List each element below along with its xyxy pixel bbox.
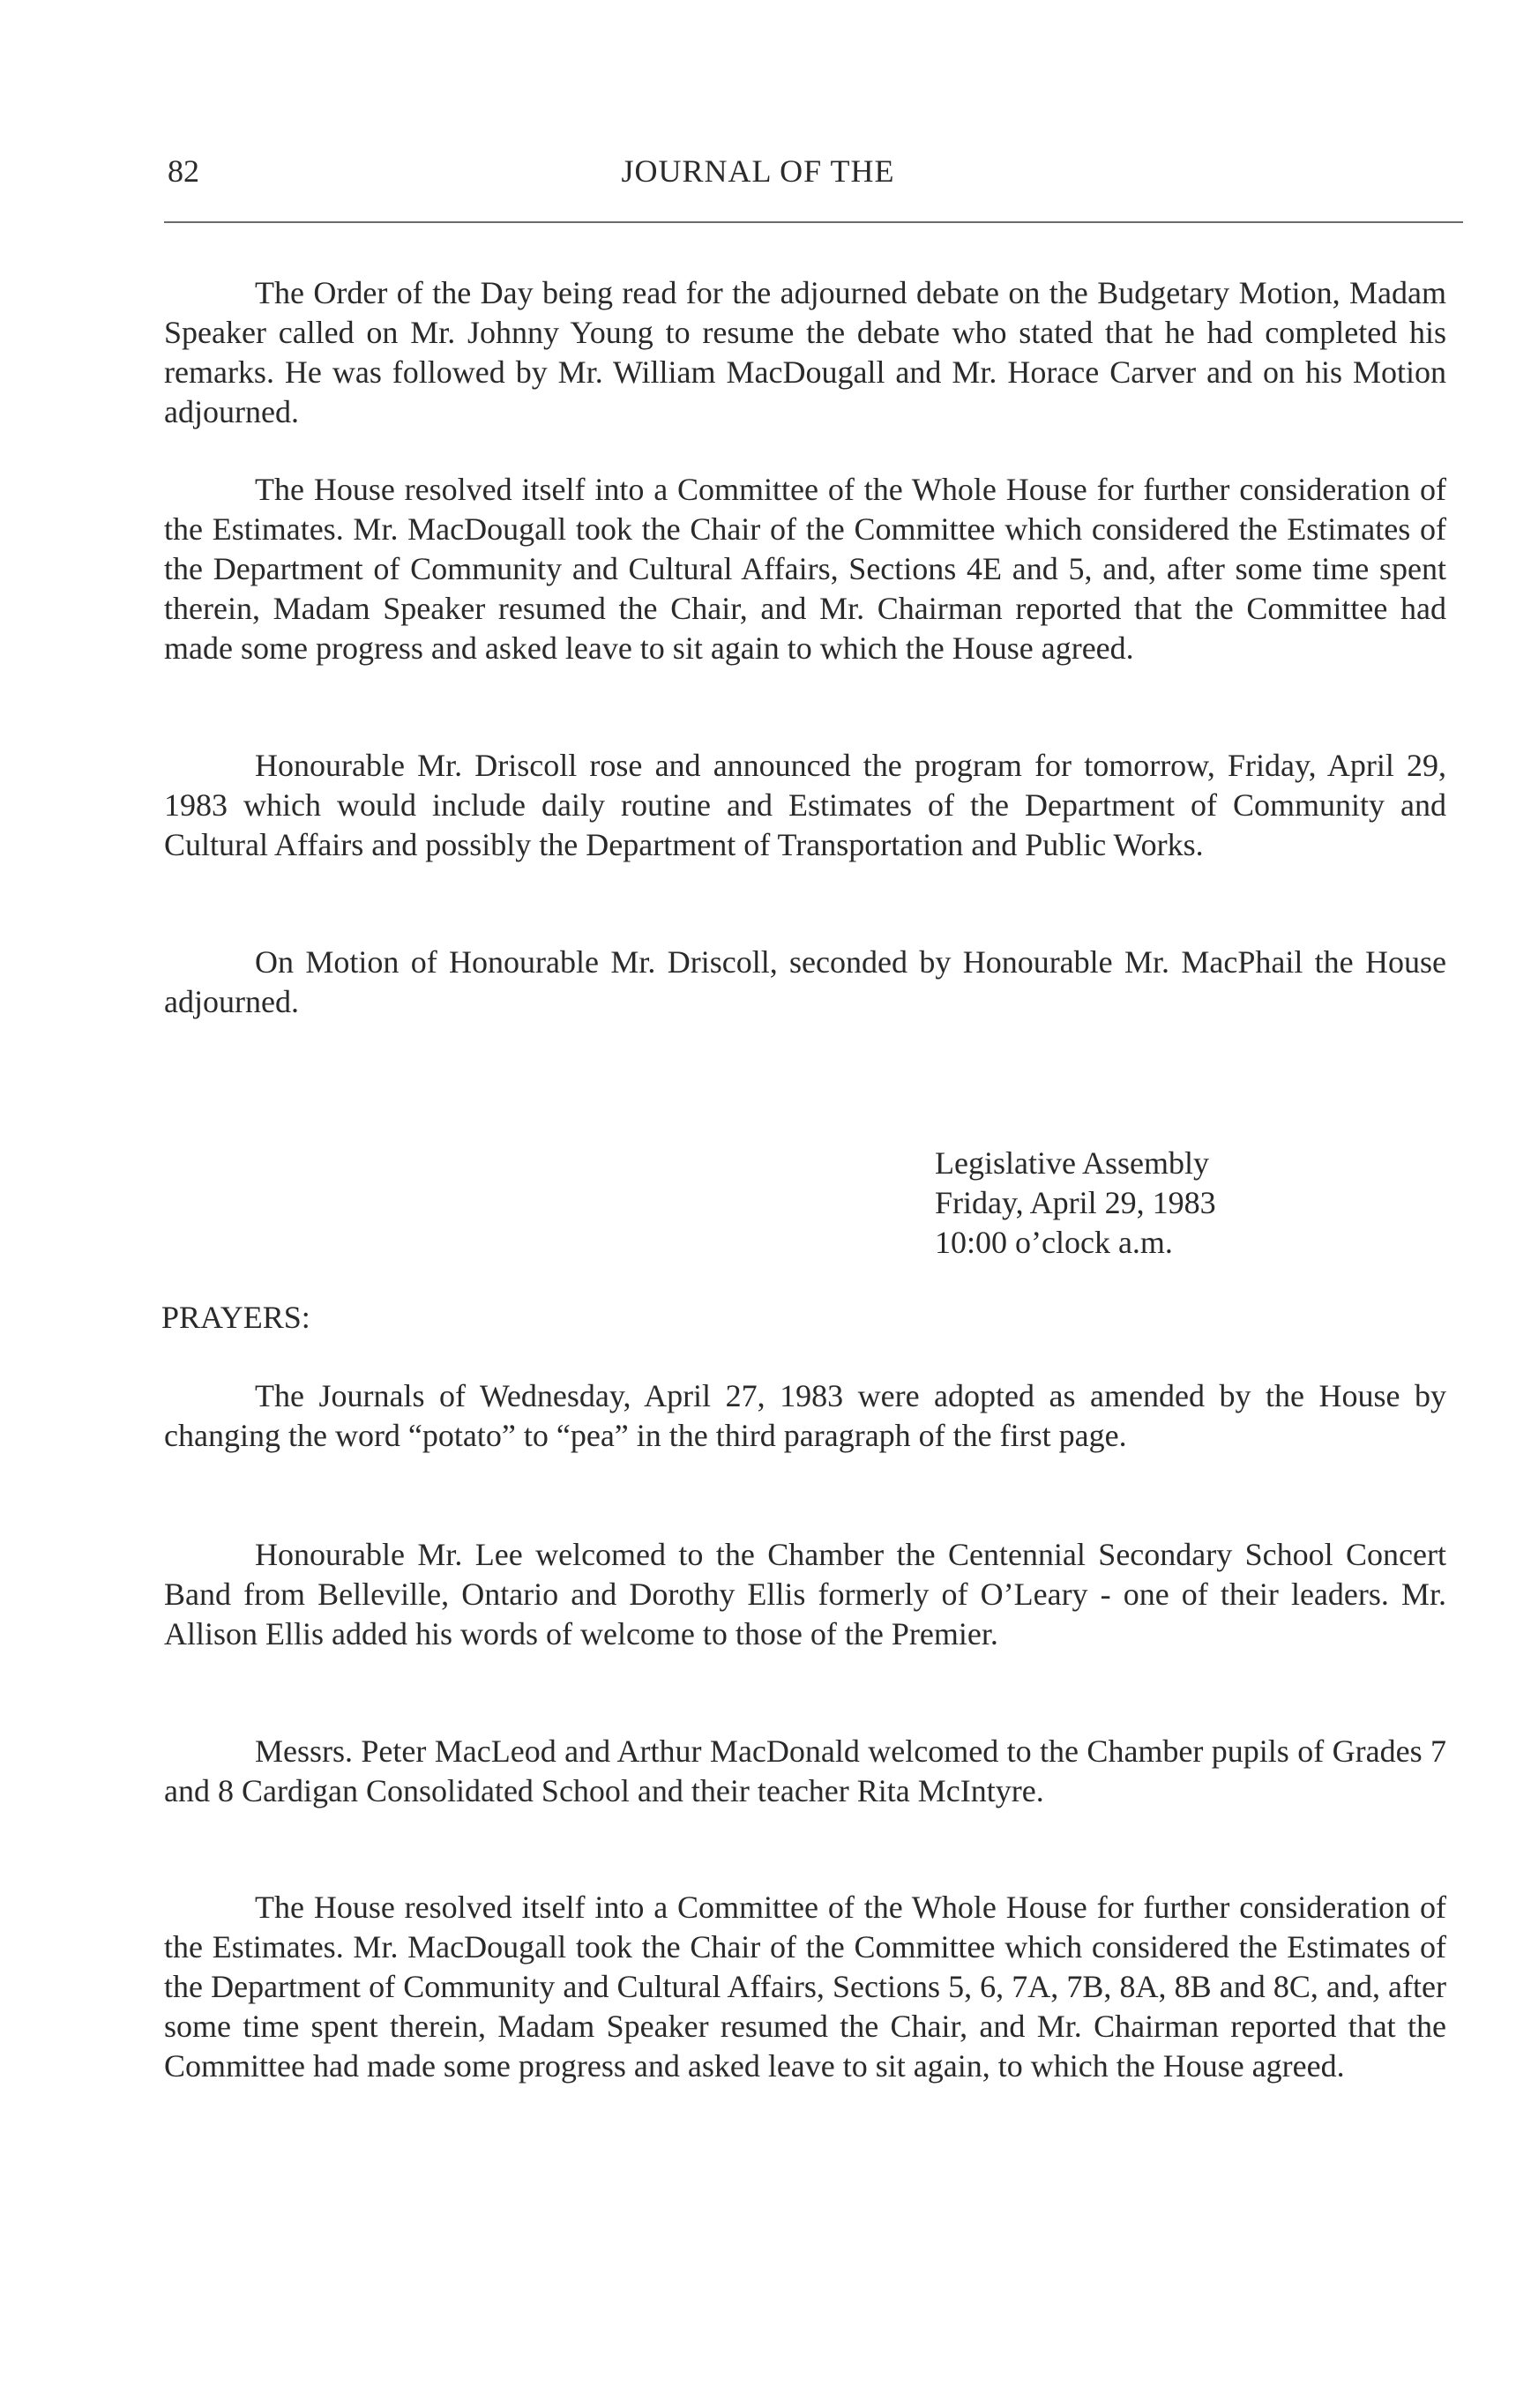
paragraph-welcome-pupils: Messrs. Peter MacLeod and Arthur MacDonald welcomed to the Chamber pupils of Grades 7 and 8 Cardigan Consolidated School and their teacher Rita McIntyre. <box>164 1733 1446 1808</box>
sitting-dateline <box>935 1144 1216 1263</box>
sitting-time: 10:00 o’clock a.m. <box>935 1225 1173 1260</box>
page-number: 82 <box>168 153 199 189</box>
prayers-heading: PRAYERS: <box>161 1300 310 1335</box>
sitting-date: Friday, April 29, 1983 <box>935 1185 1216 1220</box>
paragraph-adjournment: On Motion of Honourable Mr. Driscoll, seconded by Honourable Mr. MacPhail the House adjourned. <box>164 944 1446 1019</box>
paragraph-welcome-band: Honourable Mr. Lee welcomed to the Chamber the Centennial Secondary School Concert Band from Belleville, Ontario and Dorothy Ellis formerly of O’Leary - one of their leaders. Mr. Allison Ellis added his words of welcome to those of the Premier. <box>164 1537 1446 1651</box>
sitting-place: Legislative Assembly <box>935 1145 1209 1181</box>
paragraph-program-announcement: Honourable Mr. Driscoll rose and announced the program for tomorrow, Friday, April 29, 1983 which would include daily routine and Estimates of the Department of Community and Cultural Affairs and possibly the Department of Transportation and Public Works. <box>164 748 1446 862</box>
paragraph-committee-first: The House resolved itself into a Committee of the Whole House for further consideration of the Estimates. Mr. MacDougall took the Chair of the Committee which considered the Estimates of the Department of Community and Cultural Affairs, Sections 4E and 5, and, after some time spent therein, Madam Speaker resumed the Chair, and Mr. Chairman reported that the Committee had made some progress and asked leave to sit again to which the House agreed. <box>164 472 1446 666</box>
paragraph-journals-adopted: The Journals of Wednesday, April 27, 1983 were adopted as amended by the House by changing the word “potato” to “pea” in the third paragraph of the first page. <box>164 1378 1446 1453</box>
header-rule <box>164 221 1463 223</box>
paragraph-committee-second: The House resolved itself into a Committee of the Whole House for further consideration of the Estimates. Mr. MacDougall took the Chair of the Committee which considered the Estimates of the Department of Community and Cultural Affairs, Sections 5, 6, 7A, 7B, 8A, 8B and 8C, and, after some time spent therein, Madam Speaker resumed the Chair, and Mr. Chairman reported that the Committee had made some progress and asked leave to sit again, to which the House agreed. <box>164 1890 1446 2084</box>
running-title: JOURNAL OF THE <box>621 153 895 189</box>
paragraph-budget-debate: The Order of the Day being read for the adjourned debate on the Budgetary Motion, Madam Speaker called on Mr. Johnny Young to resume the debate who stated that he had completed his remarks. He was followed by Mr. William MacDougall and Mr. Horace Carver and on his Motion adjourned. <box>164 275 1446 429</box>
